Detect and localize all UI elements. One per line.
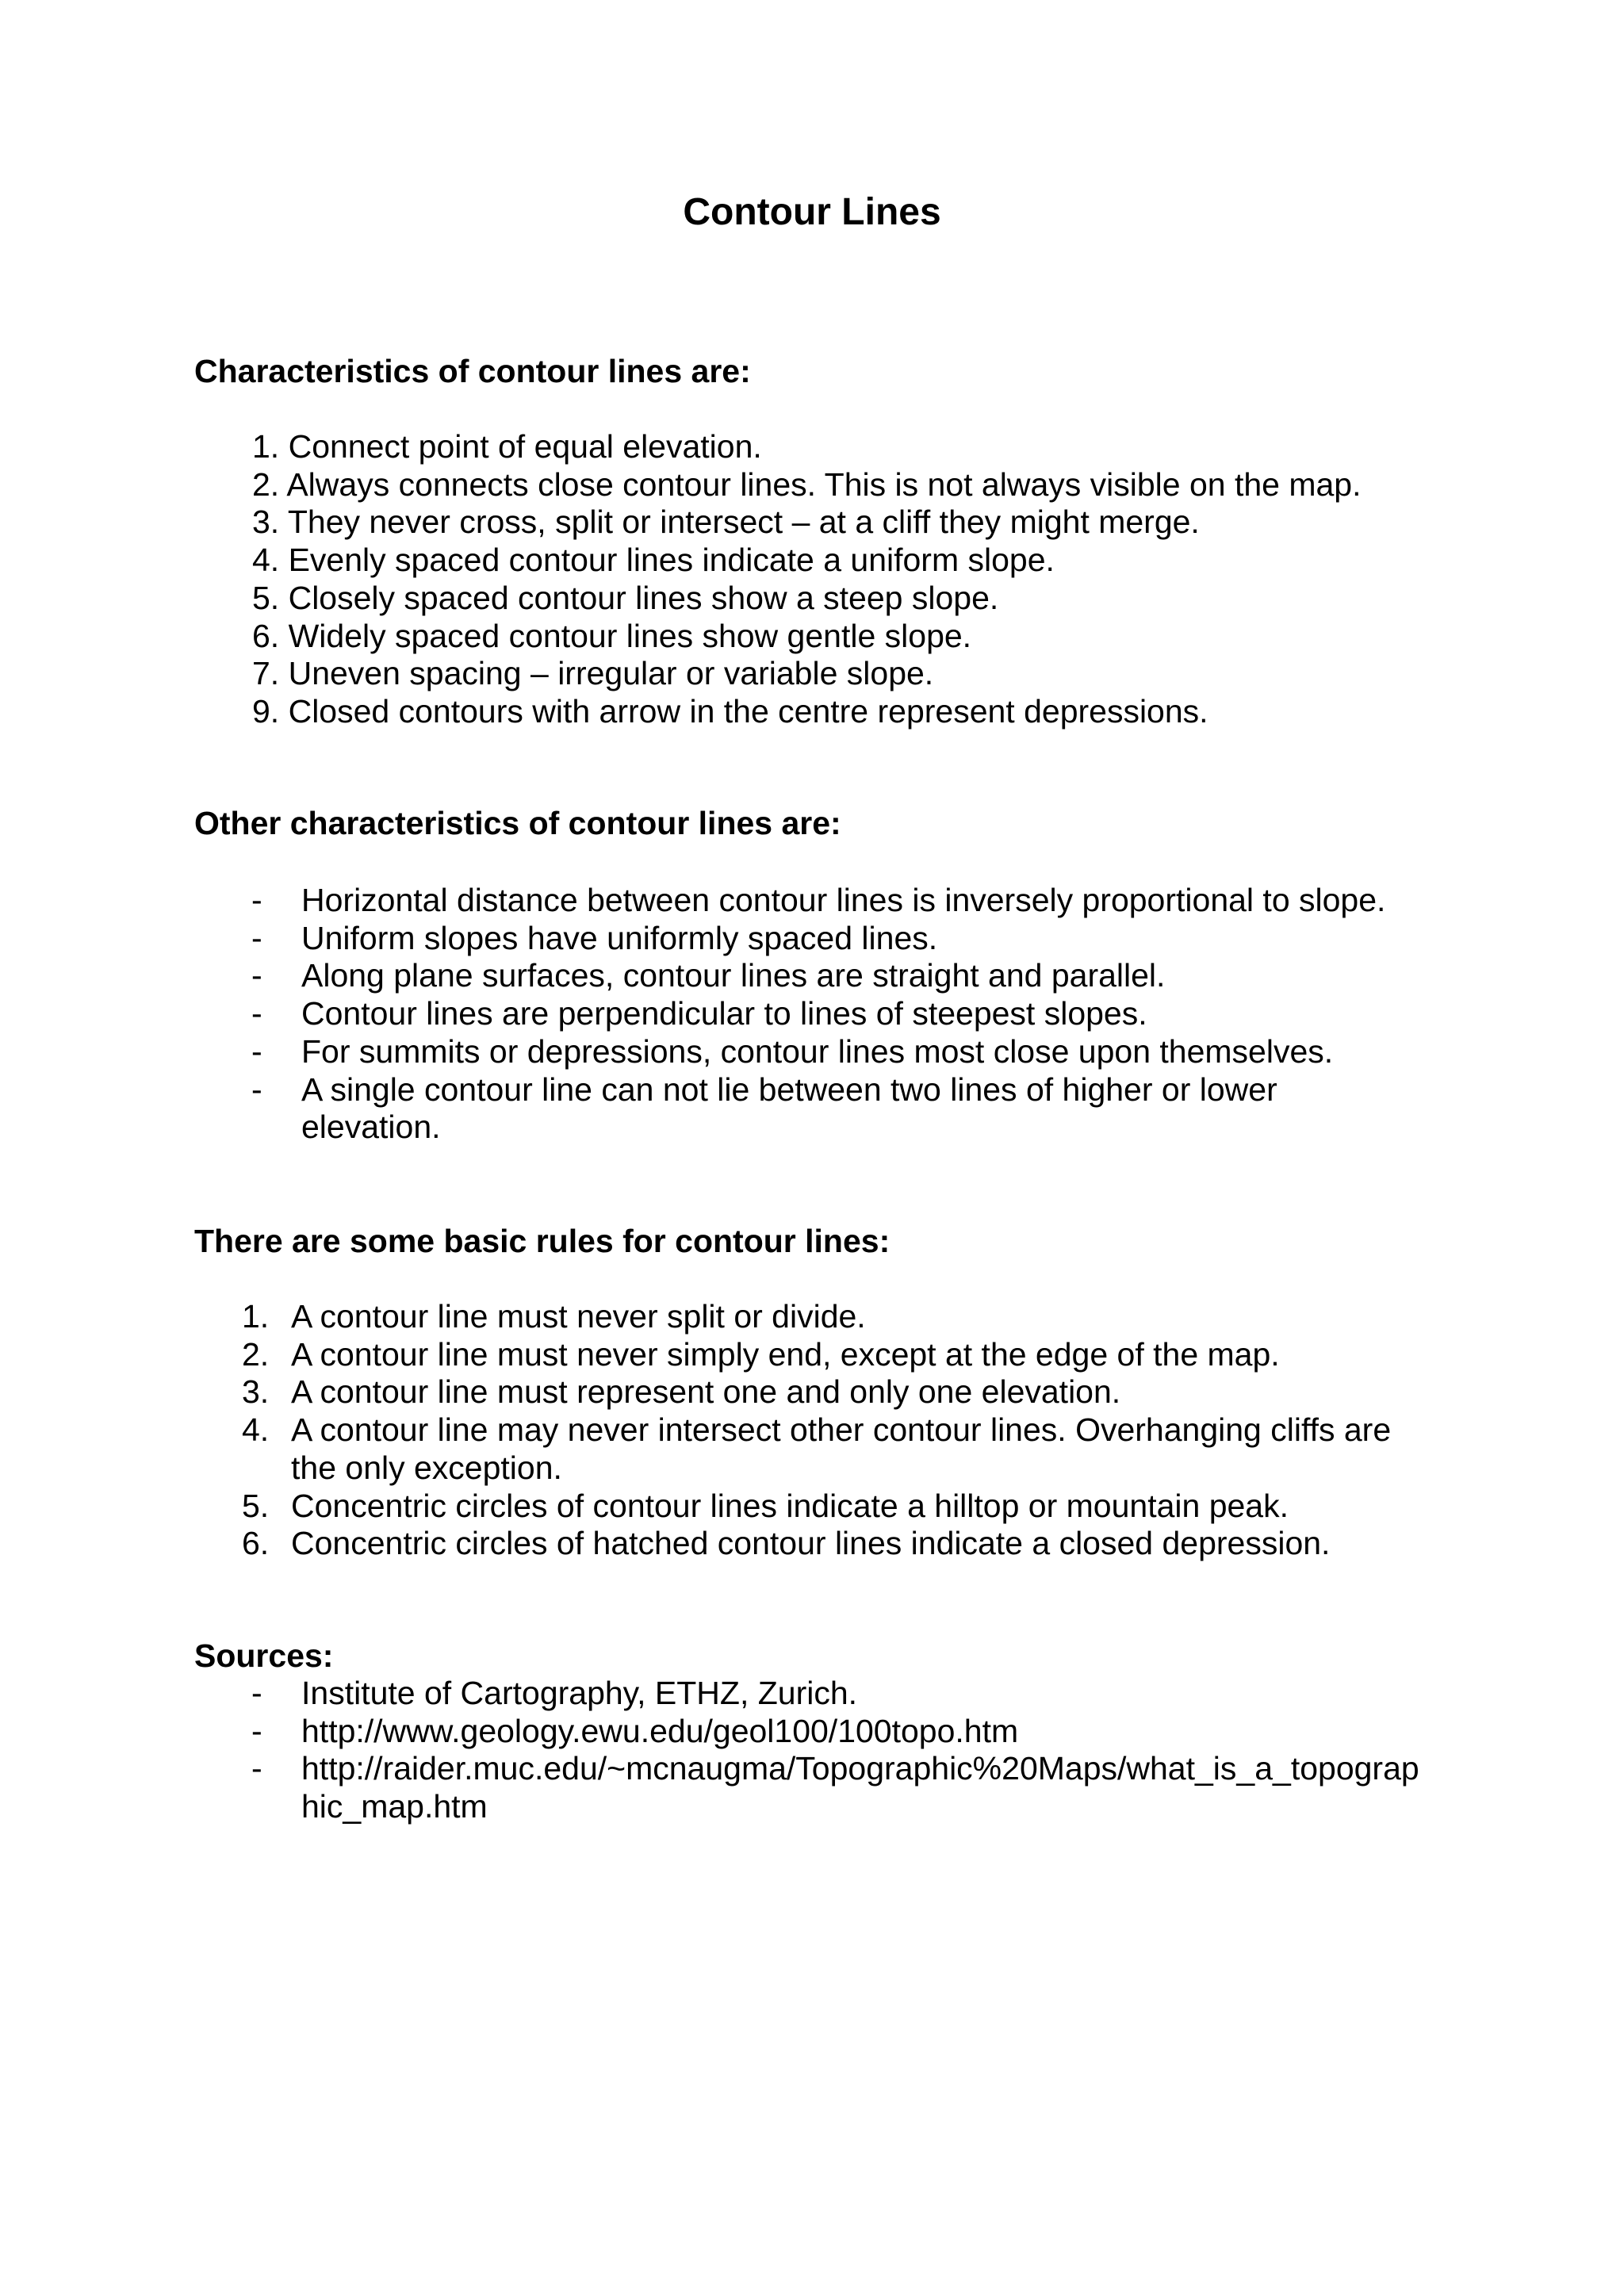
list-item-text: Concentric circles of contour lines indicate a hilltop or mountain peak. [291, 1487, 1289, 1524]
dash-bullet: - [251, 995, 262, 1032]
dash-bullet: - [251, 1032, 262, 1070]
dash-bullet: - [251, 1712, 262, 1749]
list-item-text: Horizontal distance between contour lines is inversely proportional to slope. [301, 882, 1386, 918]
list-item: 6. Widely spaced contour lines show gentle slope. [252, 617, 972, 654]
source-link[interactable]: http://raider.muc.edu/~mcnaugma/Topographic%20Maps/what_is_a_topographic_map.htm [301, 1750, 1419, 1825]
list-item [242, 1335, 1417, 1374]
list-item: 9. Closed contours with arrow in the centre represent depressions. [252, 692, 1208, 730]
source-text: Institute of Cartography, ETHZ, Zurich. [301, 1675, 858, 1711]
list-number: 1. [242, 1298, 270, 1335]
list-item [242, 1373, 1417, 1411]
source-link[interactable]: http://www.geology.ewu.edu/geol100/100topo.htm [301, 1712, 1019, 1749]
section-heading-characteristics: Characteristics of contour lines are: [194, 353, 751, 389]
list-item-text: Concentric circles of hatched contour lines indicate a closed depression. [291, 1525, 1331, 1562]
other-characteristics-list [251, 882, 1427, 1147]
list-item [251, 1675, 1427, 1713]
list-item-text: A contour line must never simply end, except at the edge of the map. [291, 1335, 1280, 1373]
list-item-text: Contour lines are perpendicular to lines of steepest slopes. [301, 995, 1147, 1032]
list-item-text: A contour line must never split or divide. [291, 1298, 866, 1335]
basic-rules-list [242, 1298, 1417, 1563]
list-item: 2. Always connects close contour lines. This is not always visible on the map. [252, 465, 1362, 503]
list-item [242, 1525, 1417, 1563]
list-item [242, 1411, 1417, 1487]
list-item [251, 1070, 1332, 1147]
dash-bullet: - [251, 882, 262, 918]
section-heading-other-characteristics: Other characteristics of contour lines are: [194, 805, 841, 841]
list-item [242, 1487, 1417, 1526]
list-item: 4. Evenly spaced contour lines indicate a uniform slope. [252, 542, 1055, 579]
list-number: 3. [242, 1373, 270, 1411]
list-item [251, 957, 1427, 995]
list-item-text: A contour line may never intersect other contour lines. Overhanging cliffs are the only exception. [291, 1411, 1392, 1486]
list-item [251, 882, 1427, 920]
list-number: 4. [242, 1411, 270, 1449]
list-item [251, 995, 1427, 1033]
list-item-text: A contour line must represent one and only one elevation. [291, 1373, 1121, 1411]
dash-bullet: - [251, 919, 262, 956]
dash-bullet: - [251, 1750, 262, 1787]
list-number: 5. [242, 1487, 270, 1524]
list-item [251, 919, 1427, 958]
list-item-text: Along plane surfaces, contour lines are straight and parallel. [301, 957, 1166, 994]
sources-list [251, 1675, 1427, 1826]
list-item: 7. Uneven spacing – irregular or variable slope. [252, 655, 934, 692]
list-item [251, 1032, 1427, 1071]
dash-bullet: - [251, 1070, 262, 1108]
dash-bullet: - [251, 957, 262, 994]
list-item [242, 1298, 1417, 1336]
list-item-text: A single contour line can not lie between two lines of higher or lower elevation. [301, 1070, 1277, 1146]
list-item-text: For summits or depressions, contour lines most close upon themselves. [301, 1032, 1334, 1070]
list-item: 3. They never cross, split or intersect – at a cliff they might merge. [252, 504, 1200, 541]
list-item-text: Uniform slopes have uniformly spaced lines. [301, 919, 938, 956]
characteristics-list [252, 428, 1521, 731]
list-number: 2. [242, 1335, 270, 1373]
page-title: Contour Lines [683, 191, 941, 233]
list-item: 5. Closely spaced contour lines show a steep slope. [252, 579, 999, 616]
list-item [251, 1712, 1427, 1751]
list-item: 1. Connect point of equal elevation. [252, 428, 762, 465]
section-heading-basic-rules: There are some basic rules for contour lines: [194, 1223, 891, 1259]
list-number: 6. [242, 1525, 270, 1562]
section-heading-sources: Sources: [194, 1637, 334, 1674]
dash-bullet: - [251, 1675, 262, 1711]
list-item [251, 1750, 1427, 1825]
